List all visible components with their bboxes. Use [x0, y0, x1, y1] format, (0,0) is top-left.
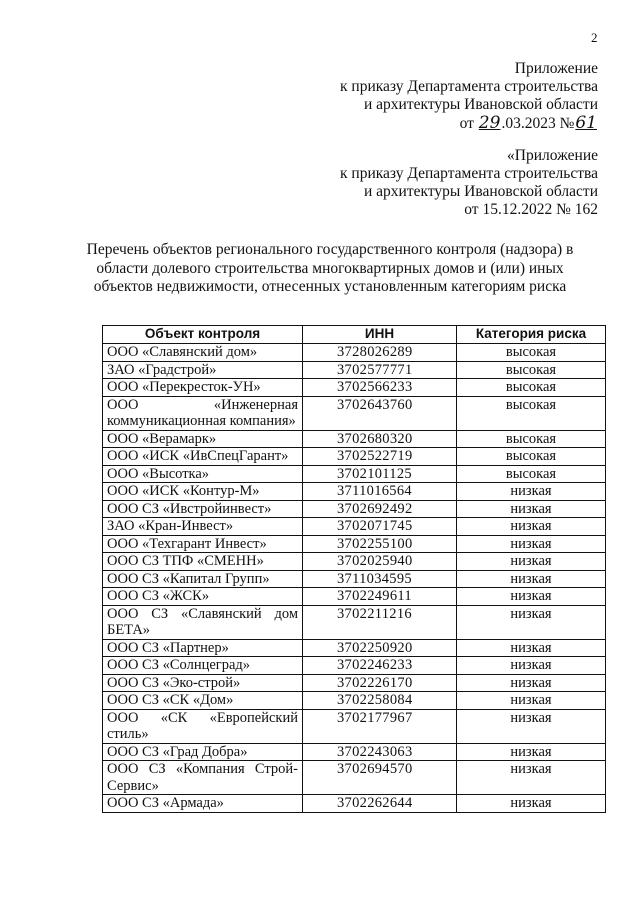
title-line-3: объектов недвижимости, отнесенных установленным категориям риска [93, 278, 567, 295]
cell-inn: 3702071745 [303, 518, 457, 536]
cell-object: ООО СЗ «Армада» [103, 795, 303, 813]
cell-risk: низкая [457, 743, 606, 761]
cell-object: ООО «СК «Европейский стиль» [103, 709, 303, 743]
cell-inn: 3702262644 [303, 795, 457, 813]
cell-inn: 3728026289 [303, 344, 457, 362]
header-inn: ИНН [303, 326, 457, 344]
appendix-line-1: Приложение [514, 60, 598, 77]
title-line-2: области долевого строительства многоквартирных домов и (или) иных [96, 259, 564, 277]
header-object: Объект контроля [103, 326, 303, 344]
table-row [103, 570, 606, 588]
cell-inn: 3702226170 [303, 674, 457, 692]
cell-inn: 3702246233 [303, 657, 457, 675]
cell-inn: 3702249611 [303, 588, 457, 606]
date-prefix: от [459, 115, 474, 132]
table-row [103, 553, 606, 571]
table-row [103, 448, 606, 466]
cell-risk: высокая [457, 396, 606, 430]
prior-appendix-line-1: «Приложение [507, 147, 598, 164]
cell-risk: низкая [457, 692, 606, 710]
cell-inn: 3702694570 [303, 761, 457, 795]
cell-risk: низкая [457, 657, 606, 675]
table-row [103, 344, 606, 362]
table-row [103, 483, 606, 501]
cell-risk: низкая [457, 709, 606, 743]
table-row [103, 639, 606, 657]
cell-object: ООО СЗ «Капитал Групп» [103, 570, 303, 588]
cell-risk: низкая [457, 605, 606, 639]
risk-category-table [102, 325, 606, 813]
cell-object: ООО «ИСК «Контур-М» [103, 483, 303, 501]
table-row [103, 674, 606, 692]
table-row [103, 692, 606, 710]
table-header-row [103, 326, 606, 344]
cell-risk: низкая [457, 483, 606, 501]
cell-risk: высокая [457, 465, 606, 483]
cell-inn: 3711034595 [303, 570, 457, 588]
cell-object: ООО СЗ «ЖСК» [103, 588, 303, 606]
cell-object: ООО «Славянский дом» [103, 344, 303, 362]
cell-risk: низкая [457, 639, 606, 657]
cell-object: ООО СЗ «Солнцеград» [103, 657, 303, 675]
table-row [103, 743, 606, 761]
table-row [103, 588, 606, 606]
handwritten-day: 29 [478, 113, 501, 133]
cell-risk: высокая [457, 379, 606, 397]
cell-object: ООО «Инженерная коммуникационная компания» [103, 396, 303, 430]
table-row [103, 761, 606, 795]
cell-inn: 3702101125 [303, 465, 457, 483]
cell-object: ООО «Верамарк» [103, 430, 303, 448]
title-line-1: Перечень объектов регионального государственного контроля (надзора) в [86, 241, 574, 258]
handwritten-number: 61 [575, 113, 597, 133]
cell-object: ООО «ИСК «ИвСпецГарант» [103, 448, 303, 466]
cell-object: ООО СЗ «Град Добра» [103, 743, 303, 761]
cell-inn: 3702258084 [303, 692, 457, 710]
cell-object: ООО «Перекресток-УН» [103, 379, 303, 397]
cell-risk: высокая [457, 344, 606, 362]
cell-inn: 3702211216 [303, 605, 457, 639]
cell-risk: низкая [457, 535, 606, 553]
cell-inn: 3702680320 [303, 430, 457, 448]
table-row [103, 518, 606, 536]
table-row [103, 465, 606, 483]
cell-inn: 3702243063 [303, 743, 457, 761]
cell-inn: 3702250920 [303, 639, 457, 657]
cell-risk: низкая [457, 588, 606, 606]
header-risk: Категория риска [457, 326, 606, 344]
cell-object: ООО СЗ ТПФ «СМЕНН» [103, 553, 303, 571]
cell-object: ЗАО «Градстрой» [103, 361, 303, 379]
cell-risk: высокая [457, 361, 606, 379]
cell-risk: низкая [457, 795, 606, 813]
cell-inn: 3702566233 [303, 379, 457, 397]
table-row [103, 361, 606, 379]
cell-object: ООО СЗ «СК «Дом» [103, 692, 303, 710]
table-row [103, 795, 606, 813]
appendix-header [340, 60, 598, 133]
cell-inn: 3702025940 [303, 553, 457, 571]
cell-inn: 3702692492 [303, 500, 457, 518]
prior-appendix-line-2: к приказу Департамента строительства [340, 165, 598, 182]
cell-inn: 3702522719 [303, 448, 457, 466]
appendix-line-3: и архитектуры Ивановской области [364, 96, 598, 113]
cell-risk: низкая [457, 674, 606, 692]
cell-object: ООО СЗ «Ивстройинвест» [103, 500, 303, 518]
table-row [103, 535, 606, 553]
table-row [103, 430, 606, 448]
appendix-line-2: к приказу Департамента строительства [340, 78, 598, 95]
prior-appendix-header [340, 147, 598, 219]
prior-appendix-line-3: и архитектуры Ивановской области [364, 183, 598, 200]
cell-risk: низкая [457, 761, 606, 795]
cell-risk: низкая [457, 553, 606, 571]
page-number: 2 [591, 30, 598, 45]
prior-appendix-line-4: от 15.12.2022 № 162 [464, 201, 598, 218]
table-row [103, 657, 606, 675]
cell-risk: высокая [457, 430, 606, 448]
cell-object: ООО СЗ «Эко-строй» [103, 674, 303, 692]
table-row [103, 709, 606, 743]
document-title [80, 241, 580, 297]
cell-inn: 3702577771 [303, 361, 457, 379]
cell-risk: низкая [457, 518, 606, 536]
table-row [103, 396, 606, 430]
cell-object: ООО СЗ «Партнер» [103, 639, 303, 657]
cell-risk: низкая [457, 570, 606, 588]
cell-object: ООО «Высотка» [103, 465, 303, 483]
cell-risk: высокая [457, 448, 606, 466]
table-body [103, 344, 606, 813]
table-row [103, 379, 606, 397]
cell-risk: низкая [457, 500, 606, 518]
cell-inn: 3702255100 [303, 535, 457, 553]
cell-inn: 3702177967 [303, 709, 457, 743]
cell-object: ООО СЗ «Славянский дом БЕТА» [103, 605, 303, 639]
cell-inn: 3702643760 [303, 396, 457, 430]
date-rest: .03.2023 № [501, 115, 575, 132]
cell-object: ООО «Техгарант Инвест» [103, 535, 303, 553]
table-row [103, 500, 606, 518]
appendix-date-line [340, 114, 598, 133]
cell-object: ООО СЗ «Компания Строй-Сервис» [103, 761, 303, 795]
cell-inn: 3711016564 [303, 483, 457, 501]
cell-object: ЗАО «Кран-Инвест» [103, 518, 303, 536]
table-row [103, 605, 606, 639]
